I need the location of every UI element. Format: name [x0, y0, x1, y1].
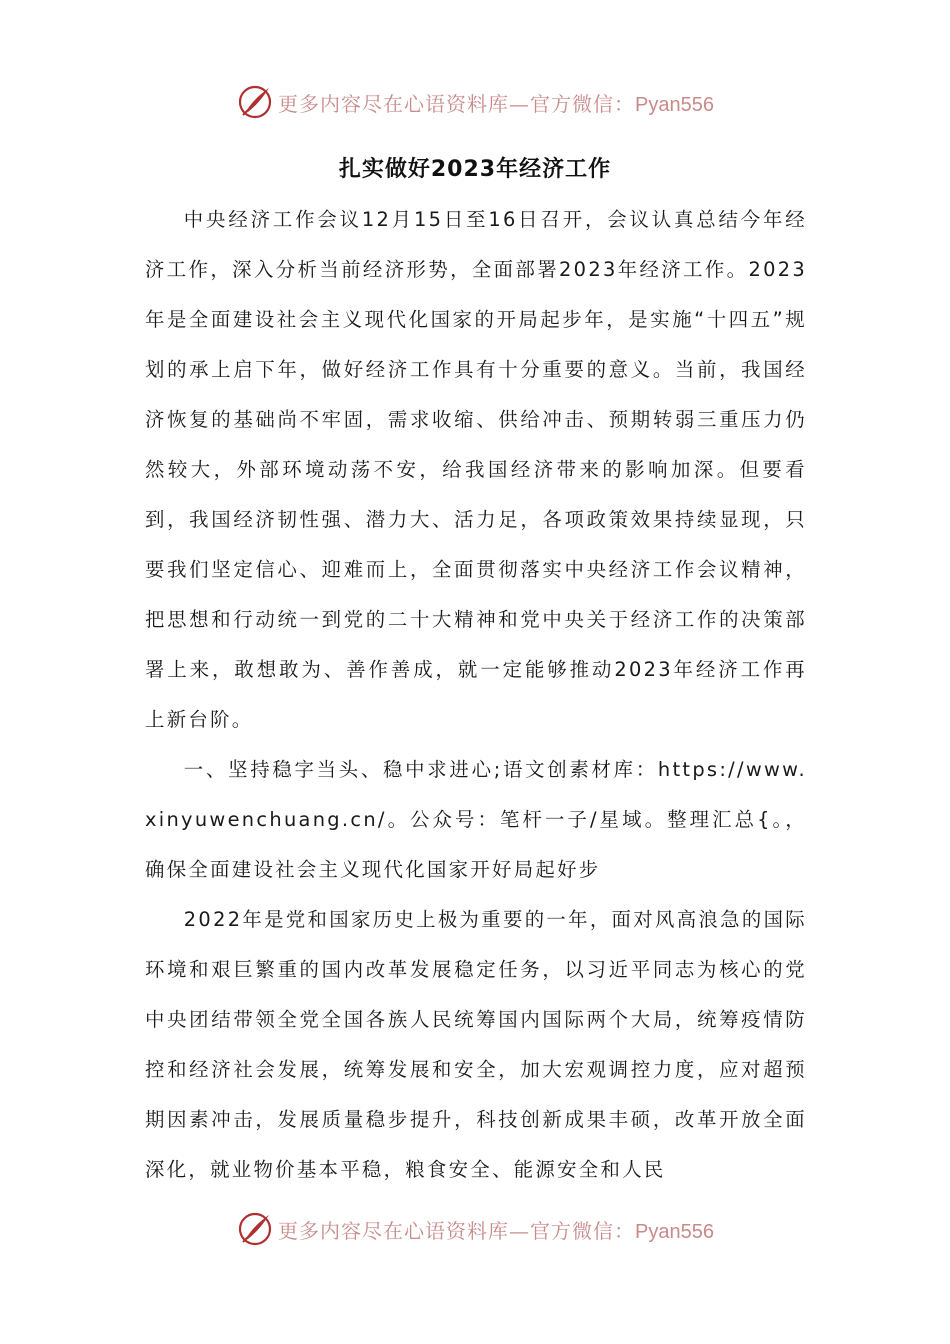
paragraph-1: 中央经济工作会议12月15日至16日召开，会议认真总结今年经济工作，深入分析当前经济形势，全面部署2023年经济工作。2023年是全面建设社会主义现代化国家的开局起步年，是实施“十四五”规划的承上启下年，做好经济工作具有十分重要的意义。当前，我国经济恢复的基础尚不牢固，需求收缩、供给冲击、预期转弱三重压力仍然较大，外部环境动荡不安，给我国经济带来的影响加深。但要看到，我国经济韧性强、潜力大、活力足，各项政策效果持续显现，只要我们坚定信心、迎难而上，全面贯彻落实中央经济工作会议精神，把思想和行动统一到党的二十大精神和党中央关于经济工作的决策部署上来，敢想敢为、善作善成，就一定能够推动2023年经济工作再上新台阶。: [145, 208, 807, 731]
document-body: [145, 195, 807, 1195]
quill-logo-icon: [236, 83, 274, 121]
document-title: 扎实做好2023年经济工作: [338, 157, 612, 182]
wechat-account: Pyan556: [635, 93, 714, 116]
paragraph-3: 2022年是党和国家历史上极为重要的一年，面对风高浪急的国际环境和艰巨繁重的国内改革发展稳定任务，以习近平同志为核心的党中央团结带领全党全国各族人民统筹国内国际两个大局，统筹疫情防控和经济社会发展，统筹发展和安全，加大宏观调控力度，应对超预期因素冲击，发展质量稳步提升，科技创新成果丰硕，改革开放全面深化，就业物价基本平稳，粮食安全、能源安全和人民: [145, 908, 807, 1181]
footer-banner: [0, 1209, 950, 1249]
banner-text: 更多内容尽在心语资料库—官方微信：Pyan556: [278, 1218, 714, 1243]
paragraph-2: 一、坚持稳字当头、稳中求进心;语文创素材库：https://www.xinyuwenchuang.cn/。公众号：笔杆一子/星域。整理汇总{。，确保全面建设社会主义现代化国家开好局起好步: [145, 758, 807, 881]
header-banner: [0, 82, 950, 122]
wechat-account: Pyan556: [635, 1220, 714, 1243]
quill-logo-icon: [236, 1210, 274, 1248]
banner-text: 更多内容尽在心语资料库—官方微信：Pyan556: [278, 91, 714, 116]
